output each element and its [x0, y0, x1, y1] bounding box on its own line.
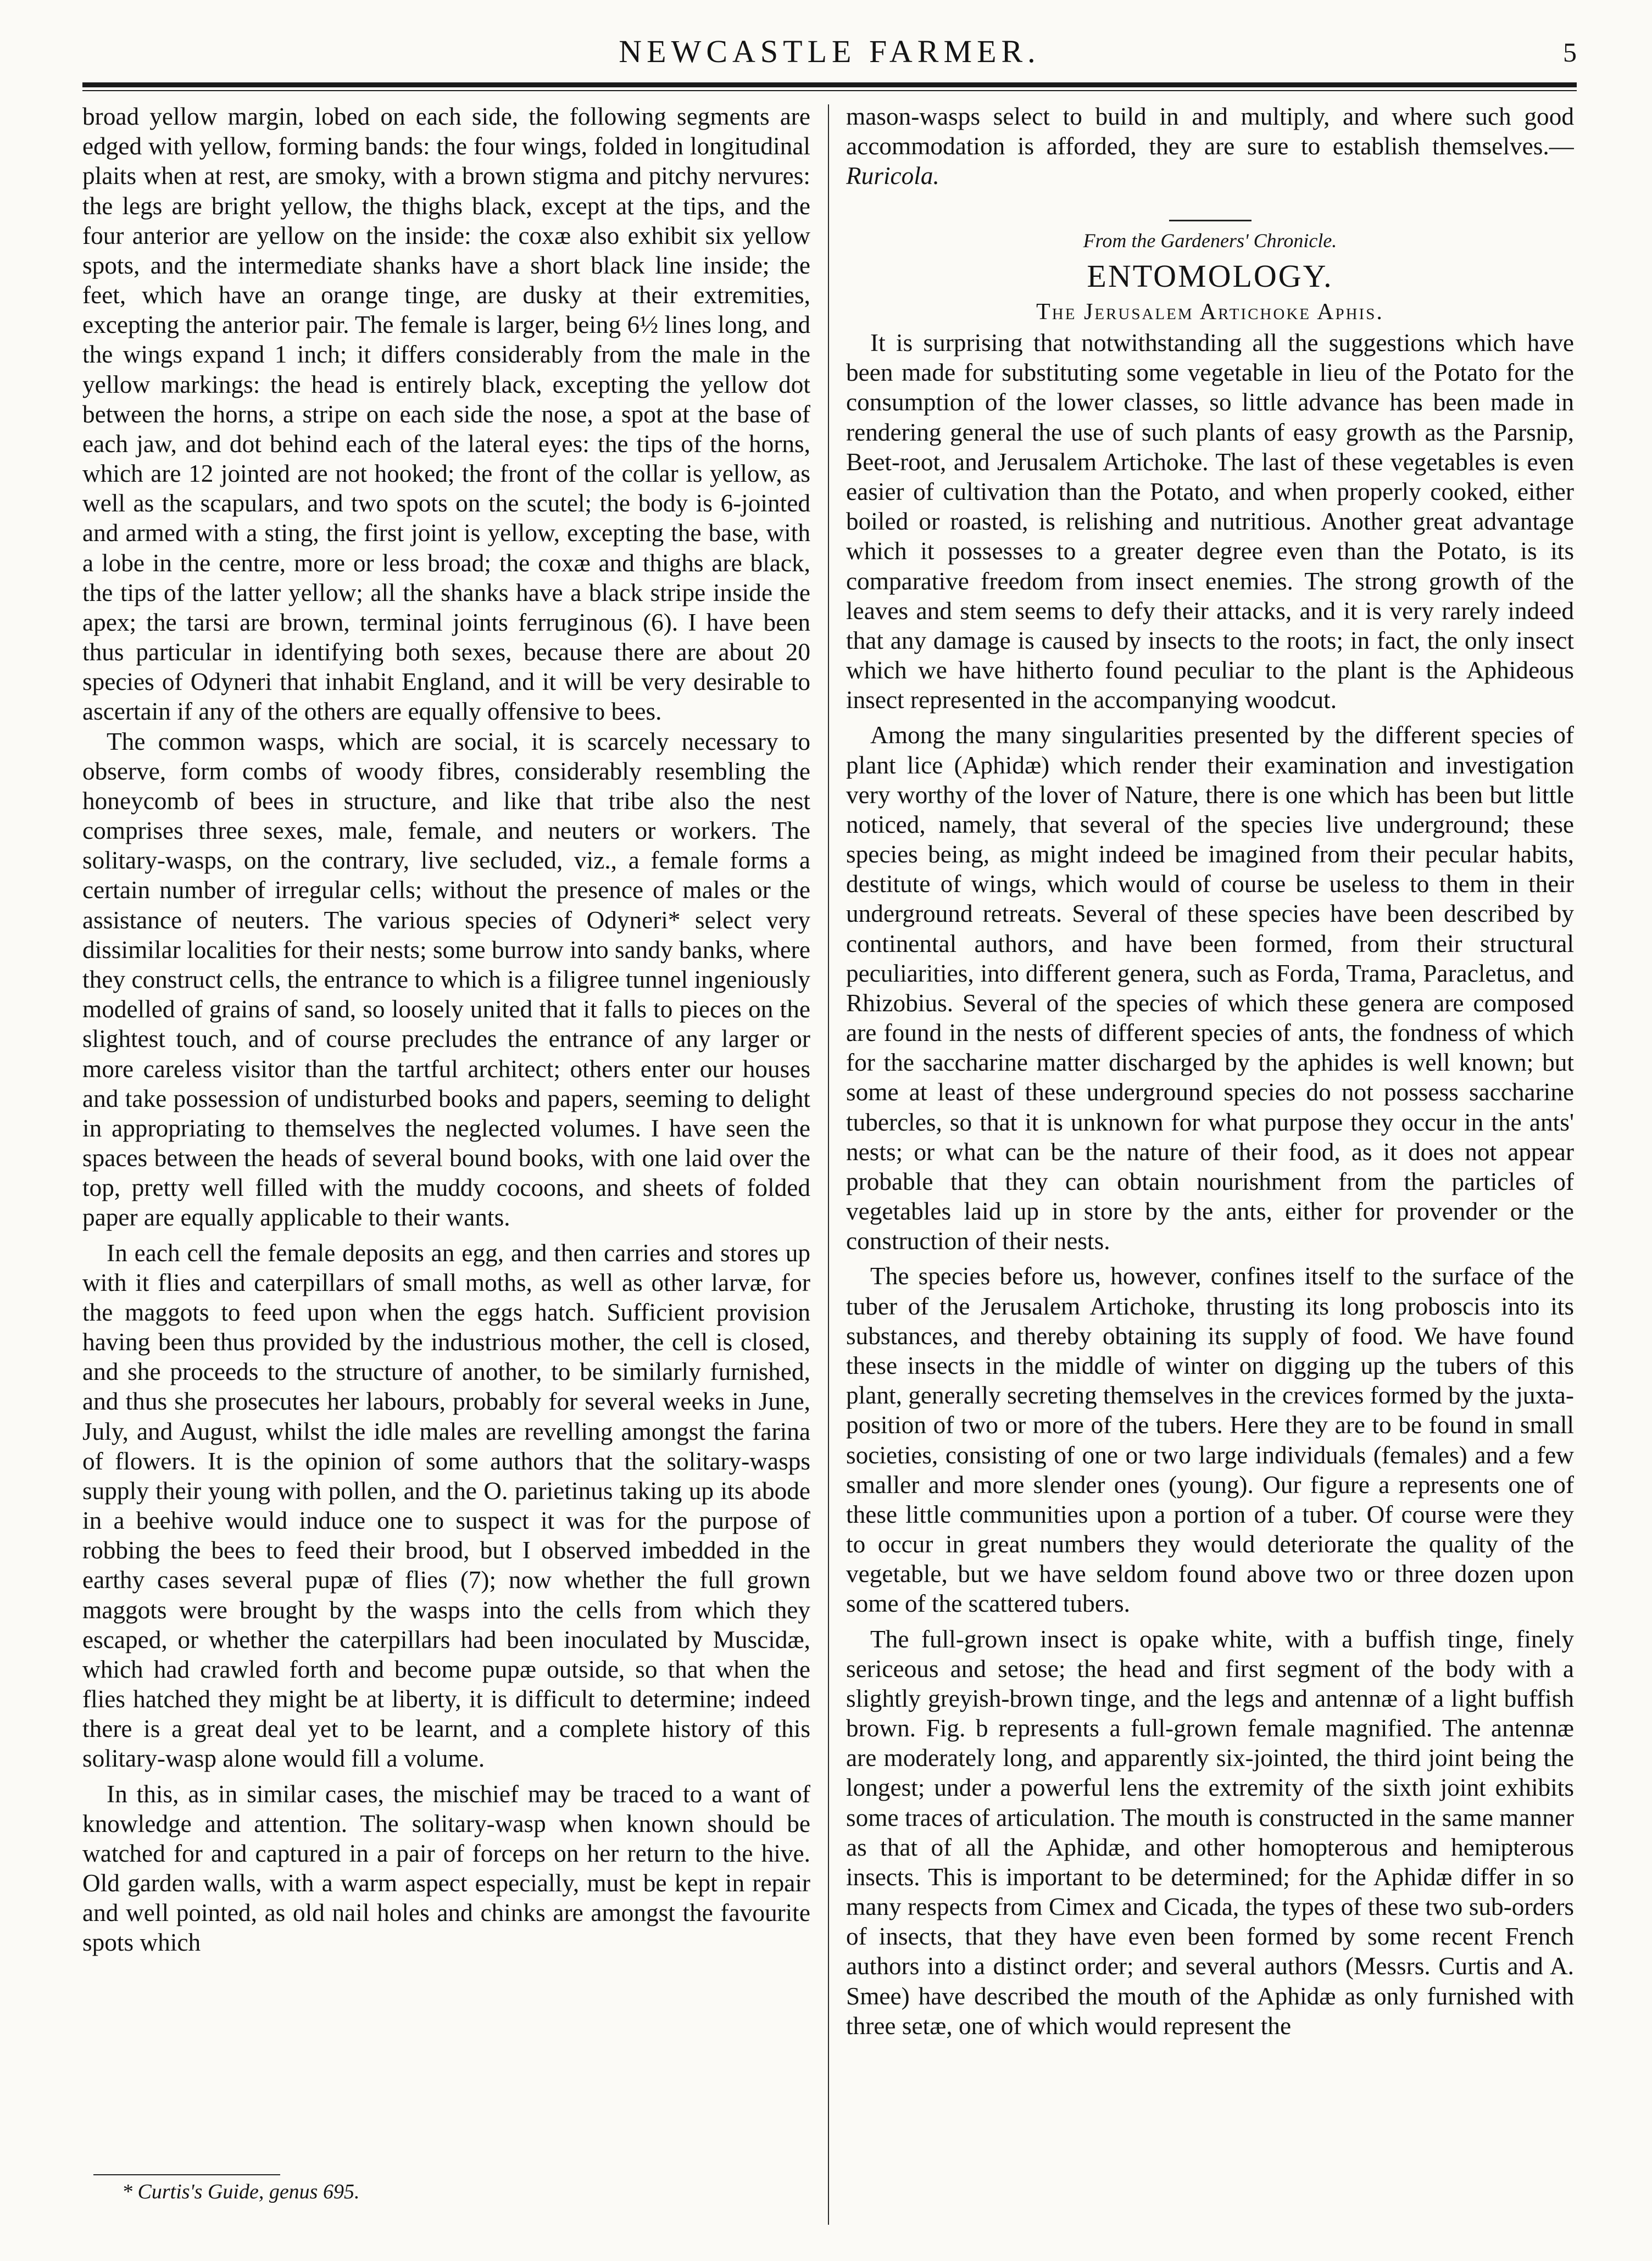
page-number: 5	[1563, 37, 1577, 68]
article-title: The Jerusalem Artichoke Aphis.	[1036, 299, 1384, 325]
running-title: NEWCASTLE FARMER.	[619, 34, 1041, 69]
right-column	[846, 102, 1574, 2227]
footnote: * Curtis's Guide, genus 695.	[122, 2180, 360, 2203]
right-continuation-paragraph	[846, 102, 1574, 191]
left-paragraph-2: The common wasps, which are social, it is scarcely necessary to observe, form combs of woody fibres, considerably resembling the honeycomb of bees in structure, and like that tribe also the nest comprises three sexes, male, female, and neuters or workers. The solitary-wasps, on the contrary, live secluded, viz., a female forms a certain number of irregular cells; without the presence of males or the assistance of neuters. The various species of Odyneri* select very dissimilar localities for their nests; some burrow into sandy banks, where they construct cells, the entrance to which is a filigree tunnel ingeniously modelled of grains of sand, so loosely united that it falls to pieces on the slightest touch, and of course precludes the entrance of any larger or more careless visitor than the tartful architect; others enter our houses and take possession of undisturbed books and papers, seeming to delight in appropriating to themselves the neglected volumes. I have seen the spaces between the heads of several bound books, with one laid over the top, pretty well filled with the muddy cocoons, and sheets of folded paper are equally applicable to their wants.	[82, 727, 810, 1232]
right-paragraph-4: The full-grown insect is opake white, with a buffish tinge, finely sericeous and setose; the head and first segment of the body with a slightly greyish-brown tinge, and the legs and antennæ of a light buffish brown. Fig. b represents a full-grown female magnified. The antennæ are moderately long, and apparently six-jointed, the third joint being the longest; under a powerful lens the extremity of the sixth joint exhibits some traces of articulation. The mouth is constructed in the same manner as that of all the Aphidæ, and other homopterous and hemipterous insects. This is important to be determined; for the Aphidæ differ in so many respects from Cimex and Cicada, the types of these two sub-orders of insects, that they have even been formed by some recent French authors into a distinct order; and several authors (Messrs. Curtis and A. Smee) have described the mouth of the Aphidæ as only furnished with three setæ, one of which would represent the	[846, 1625, 1574, 2040]
footnote-rule	[93, 2174, 280, 2175]
right-paragraph-3: The species before us, however, confines itself to the surface of the tuber of the Jerusalem Artichoke, thrusting its long proboscis into its substances, and thereby obtaining its supply of food. We have found these insects in the middle of winter on digging up the tubers of this plant, generally secreting themselves in the crevices formed by the juxta-position of two or more of the tubers. Here they are to be found in small societies, consisting of one or two large individuals (females) and a few smaller and more slender ones (young). Our figure a represents one of these little communities upon a portion of a tuber. Of course were they to occur in great numbers they would deteriorate the quality of the vegetable, but we have seldom found above two or three dozen upon some of the scattered tubers.	[846, 1262, 1574, 1618]
article-source: From the Gardeners' Chronicle.	[1083, 229, 1337, 252]
left-column	[82, 102, 810, 2227]
article-separator-rule	[1169, 220, 1251, 221]
continuation-credit: Ruricola.	[846, 162, 939, 190]
continuation-text: mason-wasps select to build in and multiply, and where such good accommodation is afforded, they are sure to establish themselves.—	[846, 103, 1574, 160]
section-heading: ENTOMOLOGY.	[1087, 258, 1333, 294]
right-paragraph-1: It is surprising that notwithstanding all the suggestions which have been made for substituting some vegetable in lieu of the Potato for the consumption of the lower classes, so little advance has been made in rendering general the use of such plants of easy growth as the Parsnip, Beet-root, and Jerusalem Artichoke. The last of these vegetables is even easier of cultivation than the Potato, and when properly cooked, either boiled or roasted, is relishing and nutritious. Another great advantage which it possesses to a greater degree even than the Potato, is its comparative freedom from insect enemies. The strong growth of the leaves and stem seems to defy their attacks, and it is very rarely indeed that any damage is caused by insects to the roots; in fact, the only insect which we have hitherto found peculiar to the plant is the Aphideous insect represented in the accompanying woodcut.	[846, 329, 1574, 714]
header-rule	[82, 82, 1577, 91]
masthead	[82, 33, 1577, 82]
right-paragraph-2: Among the many singularities presented by the different species of plant lice (Aphidæ) which render their examination and investigation very worthy of the lover of Nature, there is one which has been but little noticed, namely, that several of the species live underground; these species being, as might indeed be imagined from their pecular habits, destitute of wings, which would of course be useless to them in their underground retreats. Several of these species have been described by continental authors, and have been formed, from their structural peculiarities, into different genera, such as Forda, Trama, Paracletus, and Rhizobius. Several of the species of which these genera are composed are found in the nests of different species of ants, the fondness of which for the saccharine matter discharged by the aphides is well known; but some at least of these underground species do not possess saccharine tubercles, so that it is unknown for what purpose they occur in the ants' nests; or what can be the nature of their food, as it does not appear probable that they can obtain nourishment from the particles of vegetables laid up in store by the ants, either for provender or the construction of their nests.	[846, 721, 1574, 1255]
left-paragraph-3: In each cell the female deposits an egg, and then carries and stores up with it flies and caterpillars of small moths, as well as other larvæ, for the maggots to feed upon when the eggs hatch. Sufficient provision having been thus provided by the industrious mother, the cell is closed, and she proceeds to the structure of another, to be similarly furnished, and thus she prosecutes her labours, probably for several weeks in June, July, and August, whilst the idle males are revelling amongst the farina of flowers. It is the opinion of some authors that the solitary-wasps supply their young with pollen, and the O. parietinus taking up its abode in a beehive would induce one to suspect it was for the purpose of robbing the bees to feed their brood, but I observed imbedded in the earthy cases several pupæ of flies (7); now whether the full grown maggots were brought by the wasps into the cells from which they escaped, or whether the caterpillars had been inoculated by Muscidæ, which had crawled forth and become pupæ outside, so that when the flies hatched they might be at liberty, it is difficult to determine; indeed there is a great deal yet to be learnt, and a complete history of this solitary-wasp alone would fill a volume.	[82, 1239, 810, 1773]
column-divider	[828, 104, 829, 2225]
left-paragraph-4: In this, as in similar cases, the mischief may be traced to a want of knowledge and attention. The solitary-wasp when known should be watched for and captured in a pair of forceps on her return to the hive. Old garden walls, with a warm aspect especially, must be kept in repair and well pointed, as old nail holes and chinks are amongst the favourite spots which	[82, 1780, 810, 1957]
left-paragraph-1: broad yellow margin, lobed on each side, the following segments are edged with yellow, forming bands: the four wings, folded in longitudinal plaits when at rest, are smoky, with a brown stigma and pitchy nervures: the legs are bright yellow, the thighs black, except at the tips, and the four anterior are yellow on the inside: the coxæ also exhibit six yellow spots, and the intermediate shanks have a short black line inside; the feet, which have an orange tinge, are dusky at their extremities, excepting the anterior pair. The female is larger, being 6½ lines long, and the wings expand 1 inch; it differs considerably from the male in the yellow markings: the head is entirely black, excepting the yellow dot between the horns, a stripe on each side the nose, a spot at the base of each jaw, and dot behind each of the lateral eyes: the tips of the horns, which are 12 jointed are not hooked; the front of the collar is yellow, as well as the scapulars, and two spots on the scutel; the body is 6-jointed and armed with a sting, the first joint is yellow, excepting the base, with a lobe in the centre, more or less broad; the coxæ and thighs are black, the tips of the latter yellow; all the shanks have a black stripe inside the apex; the tarsi are brown, terminal joints ferruginous (6). I have been thus particular in identifying both sexes, because there are about 20 species of Odyneri that inhabit England, and it will be very desirable to ascertain if any of the others are equally offensive to bees.	[82, 103, 810, 726]
